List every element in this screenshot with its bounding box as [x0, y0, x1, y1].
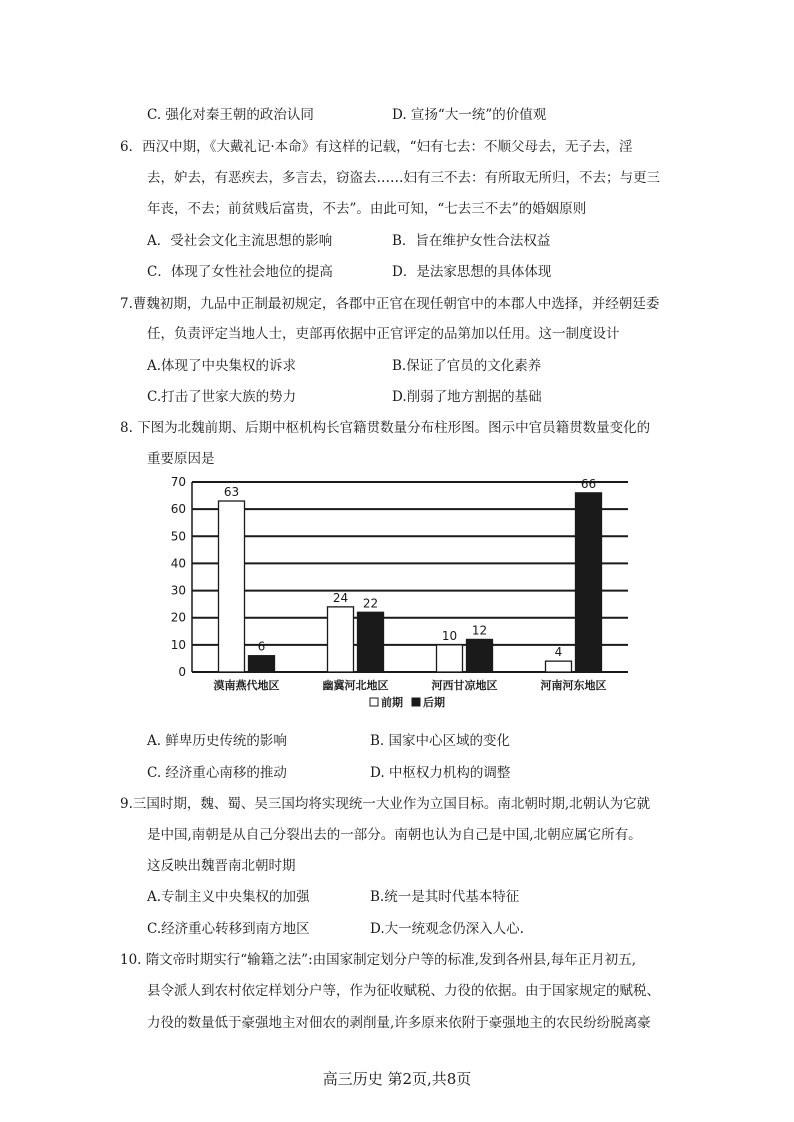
q9-option-c: C.经济重心转移到南方地区	[147, 921, 310, 937]
data-label-前期-2: 10	[441, 628, 458, 643]
q8-stem-line-2: 重要原因是	[147, 451, 215, 467]
y-tick-label-40: 40	[170, 556, 186, 571]
legend-swatch-前期	[370, 698, 378, 706]
data-label-前期-1: 24	[332, 590, 349, 605]
q6-option-b: B．旨在维护女性合法权益	[392, 233, 551, 249]
page-footer: 高三历史 第2页,共8页	[322, 1070, 472, 1088]
q9-option-b: B.统一是其时代基本特征	[370, 889, 520, 905]
bar-后期-2	[467, 639, 493, 672]
q7-option-a: A.体现了中央集权的诉求	[147, 358, 297, 374]
data-label-后期-2: 12	[471, 623, 488, 638]
q7-option-b: B.保证了官员的文化素养	[392, 358, 542, 374]
q7-option-d: D.削弱了地方割据的基础	[392, 389, 542, 405]
y-tick-label-0: 0	[178, 665, 186, 679]
legend-label-后期: 后期	[423, 696, 445, 709]
x-category-label-0: 漠南燕代地区	[213, 679, 280, 692]
q5-option-c: C. 强化对秦王朝的政治认同	[147, 107, 314, 123]
data-label-前期-3: 4	[554, 645, 563, 660]
q7-stem-line-2: 任，负责评定当地人士，吏部再依据中正官评定的品第加以任用。这一制度设计	[147, 326, 620, 342]
y-tick-label-20: 20	[170, 610, 186, 625]
q6-stem-line-1: 6．西汉中期，《大戴礼记·本命》有这样的记载，“妇有七去：不顺父母去，无子去，淫	[120, 139, 633, 155]
bar-前期-0	[219, 501, 245, 672]
q8-option-c: C. 经济重心南移的推动	[147, 765, 287, 781]
data-label-前期-0: 63	[223, 485, 240, 499]
q7-option-c: C.打击了世家大族的势力	[147, 389, 297, 405]
bar-chart	[158, 468, 638, 720]
q8-stem-line-1: 8. 下图为北魏前期、后期中枢机构长官籍贯数量分布柱形图。图示中官员籍贯数量变化的	[120, 420, 651, 436]
bar-前期-1	[328, 607, 354, 672]
q10-stem-line-2: 县令派人到农村依定样划分户等，作为征收赋税、力役的依据。由于国家规定的赋税、	[147, 983, 660, 999]
bar-后期-3	[576, 493, 602, 672]
q8-option-d: D. 中枢权力机构的调整	[370, 765, 511, 781]
q6-stem-line-2: 去，妒去，有恶疾去，多言去，窃盗去……妇有三不去：有所取无所归，不去；与更三	[147, 170, 660, 186]
q9-option-a: A.专制主义中央集权的加强	[147, 889, 310, 905]
bar-后期-0	[249, 656, 275, 672]
q6-stem-line-3: 年丧，不去；前贫贱后富贵，不去”。由此可知，“七去三不去”的婚姻原则	[147, 201, 587, 217]
data-label-后期-0: 6	[257, 639, 266, 654]
y-tick-label-60: 60	[170, 502, 186, 517]
bar-前期-2	[437, 645, 463, 672]
bar-后期-1	[358, 612, 384, 672]
q8-option-a: A. 鲜卑历史传统的影响	[147, 733, 287, 749]
q9-stem-line-2: 是中国,南朝是从自己分裂出去的一部分。南朝也认为自己是中国,北朝应属它所有。	[147, 827, 642, 843]
q5-option-d: D. 宣扬“大一统”的价值观	[392, 107, 547, 123]
x-category-label-3: 河南河东地区	[540, 679, 607, 692]
q6-option-d: D．是法家思想的具体体现	[392, 264, 552, 280]
q6-option-a: A．受社会文化主流思想的影响	[147, 233, 333, 249]
data-label-后期-1: 22	[362, 596, 379, 611]
q10-stem-line-1: 10. 隋文帝时期实行“输籍之法”:由国家制定划分户等的标准,发到各州县,每年正月初五,	[120, 952, 636, 968]
y-tick-label-70: 70	[170, 475, 186, 489]
y-tick-label-50: 50	[170, 529, 186, 544]
bar-前期-3	[546, 661, 572, 672]
q8-option-b: B. 国家中心区域的变化	[370, 733, 511, 749]
legend-swatch-后期	[412, 698, 420, 706]
q7-stem-line-1: 7.曹魏初期，九品中正制最初规定，各郡中正官在现任朝官中的本郡人中选择，并经朝廷委	[120, 296, 660, 312]
legend-label-前期: 前期	[381, 696, 403, 709]
q9-option-d: D.大一统观念仍深入人心.	[370, 921, 524, 937]
y-tick-label-30: 30	[170, 583, 186, 598]
y-tick-label-10: 10	[170, 637, 186, 652]
q6-option-c: C．体现了女性社会地位的提高	[147, 264, 333, 280]
q9-stem-line-1: 9.三国时期，魏、蜀、吴三国均将实现统一大业作为立国目标。南北朝时期,北朝认为它就	[120, 796, 651, 812]
q9-stem-line-3: 这反映出魏晋南北朝时期	[147, 858, 296, 874]
x-category-label-1: 幽冀河北地区	[322, 679, 389, 692]
x-category-label-2: 河西甘凉地区	[431, 679, 498, 692]
data-label-后期-3: 66	[580, 476, 597, 491]
q10-stem-line-3: 力役的数量低于豪强地主对佃农的剥削量,许多原来依附于豪强地主的农民纷纷脱离豪	[147, 1015, 651, 1031]
